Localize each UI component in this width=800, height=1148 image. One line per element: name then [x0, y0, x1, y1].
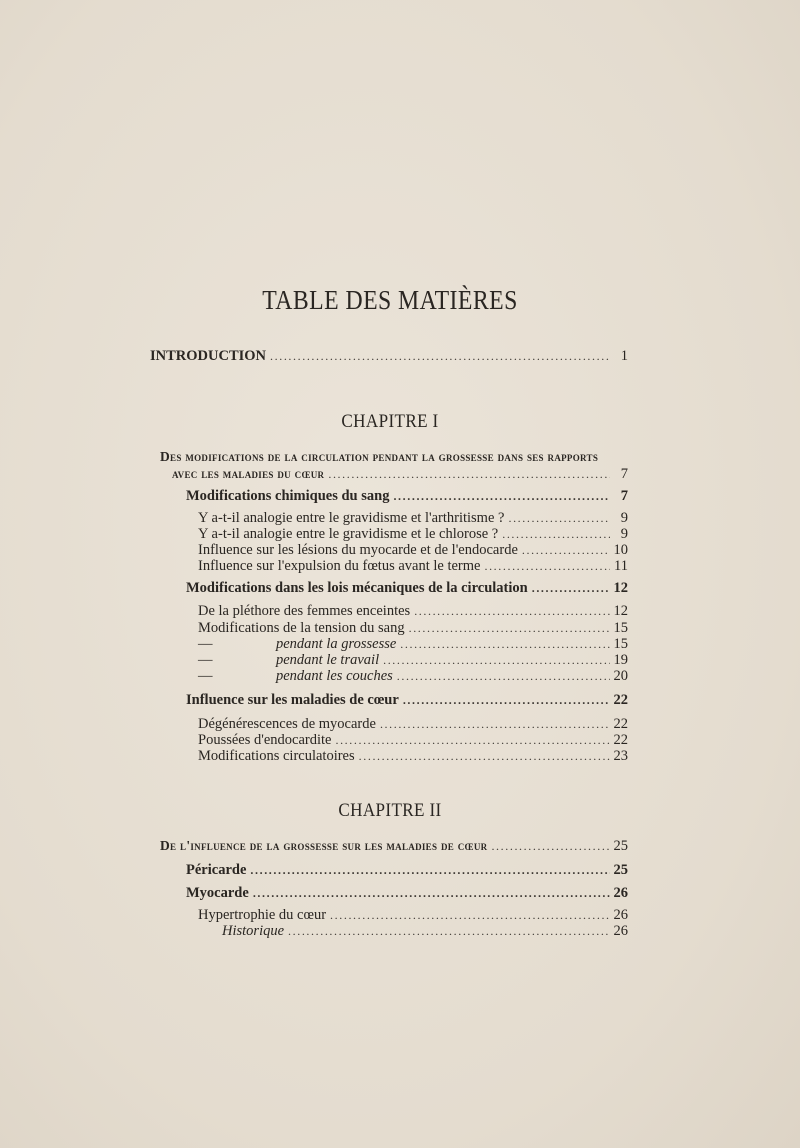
toc-entry[interactable]	[198, 652, 628, 669]
leader-dots	[397, 669, 610, 684]
toc-entry-page: 7	[620, 466, 628, 482]
leader-dots	[250, 863, 609, 878]
toc-entry-chapter-2-section[interactable]	[160, 838, 628, 855]
toc-entry-label: Hypertrophie du cœur	[198, 907, 327, 923]
toc-entry-page: 22	[613, 692, 628, 708]
toc-entry[interactable]	[198, 526, 628, 543]
toc-entry-label: De la pléthore des femmes enceintes	[198, 603, 411, 619]
toc-entry-label: Influence sur les lésions du myocarde et de l'endocarde	[198, 542, 518, 558]
toc-entry-page: 22	[613, 732, 628, 748]
toc-entry-page: 26	[613, 885, 628, 901]
leader-dots	[532, 581, 610, 596]
leader-dots	[393, 489, 610, 504]
leader-dots	[508, 511, 610, 526]
toc-entry-label: Historique	[222, 923, 285, 939]
toc-entry-page: 26	[613, 907, 628, 923]
ditto-dash: —	[198, 636, 213, 652]
leader-dots	[502, 527, 610, 542]
toc-entry-label: Influence sur l'expulsion du fœtus avant le terme	[198, 558, 481, 574]
toc-entry-page: 12	[613, 580, 628, 596]
toc-entry-label: Péricarde	[186, 862, 247, 878]
toc-entry[interactable]	[198, 558, 628, 575]
toc-entry-page: 11	[614, 558, 628, 574]
toc-entry-page: 12	[613, 603, 628, 619]
toc-entry-label: Y a-t-il analogie entre le gravidisme et l'arthritisme ?	[198, 510, 505, 526]
ditto-dash: —	[198, 668, 213, 684]
toc-entry-chapter-1-section[interactable]	[172, 466, 628, 483]
leader-dots	[328, 467, 610, 482]
toc-entry-label: Modifications de la tension du sang	[198, 620, 405, 636]
leader-dots	[484, 559, 610, 574]
toc-entry-introduction[interactable]	[150, 348, 628, 365]
toc-entry-page: 10	[613, 542, 628, 558]
toc-entry-label: pendant les couches	[276, 668, 393, 684]
toc-entry-page: 1	[620, 348, 628, 364]
leader-dots	[270, 349, 610, 364]
leader-dots	[400, 637, 609, 652]
toc-entry-page: 26	[613, 923, 628, 939]
toc-entry[interactable]	[186, 885, 628, 902]
leader-dots	[403, 693, 610, 708]
toc-entry-label: Modifications circulatoires	[198, 748, 355, 764]
toc-entry-page: 25	[613, 862, 628, 878]
toc-entry-label: INTRODUCTION	[150, 348, 267, 364]
toc-entry-label: Y a-t-il analogie entre le gravidisme et le chlorose ?	[198, 526, 499, 542]
toc-entry-label: pendant le travail	[276, 652, 380, 668]
toc-entry[interactable]	[198, 748, 628, 765]
chapter-1-heading: CHAPITRE I	[341, 411, 439, 432]
toc-entry[interactable]	[198, 907, 628, 924]
toc-entry[interactable]	[186, 488, 628, 505]
toc-entry-page: 7	[620, 488, 628, 504]
toc-entry-page: 20	[613, 668, 628, 684]
toc-entry-page: 9	[620, 510, 628, 526]
toc-entry[interactable]	[198, 716, 628, 733]
leader-dots	[414, 604, 609, 619]
leader-dots	[383, 653, 609, 668]
toc-entry-page: 19	[613, 652, 628, 668]
toc-entry[interactable]	[198, 603, 628, 620]
page-title: TABLE DES MATIÈRES	[262, 285, 518, 315]
toc-entry-label: pendant la grossesse	[276, 636, 397, 652]
toc-entry[interactable]	[198, 620, 628, 637]
toc-entry[interactable]	[198, 510, 628, 527]
leader-dots	[522, 543, 610, 558]
toc-entry[interactable]	[198, 542, 628, 559]
leader-dots	[491, 839, 609, 854]
toc-entry-label: Modifications dans les lois mécaniques de la circulation	[186, 580, 528, 596]
toc-entry-label: avec les maladies du cœur	[172, 466, 325, 481]
toc-entry-page: 15	[613, 636, 628, 652]
toc-entry-page: 25	[613, 838, 628, 854]
toc-entry-label: De l'influence de la grossesse sur les maladies de cœur	[160, 838, 488, 853]
leader-dots	[288, 924, 609, 939]
leader-dots	[380, 717, 610, 732]
toc-entry[interactable]	[198, 732, 628, 749]
toc-entry-label: Modifications chimiques du sang	[186, 488, 390, 504]
toc-entry-page: 23	[613, 748, 628, 764]
toc-entry[interactable]	[198, 668, 628, 685]
toc-entry-label: Poussées d'endocardite	[198, 732, 332, 748]
chapter-1-section-title-line1: Des modifications de la circulation pendant la grossesse dans ses rapports	[160, 449, 599, 464]
toc-entry-page: 9	[620, 526, 628, 542]
leader-dots	[359, 749, 610, 764]
toc-entry-page: 22	[613, 716, 628, 732]
toc-entry-label: Dégénérescences de myocarde	[198, 716, 376, 732]
toc-entry-page: 15	[613, 620, 628, 636]
leader-dots	[253, 886, 610, 901]
toc-entry[interactable]	[198, 636, 628, 653]
toc-entry[interactable]	[186, 692, 628, 709]
toc-entry-label: Influence sur les maladies de cœur	[186, 692, 399, 708]
chapter-2-heading: CHAPITRE II	[338, 800, 442, 821]
toc-entry[interactable]	[186, 862, 628, 879]
toc-entry[interactable]	[186, 580, 628, 597]
ditto-dash: —	[198, 652, 213, 668]
leader-dots	[330, 908, 609, 923]
toc-entry[interactable]	[222, 923, 628, 940]
toc-entry-label: Myocarde	[186, 885, 249, 901]
leader-dots	[409, 621, 610, 636]
leader-dots	[335, 733, 609, 748]
